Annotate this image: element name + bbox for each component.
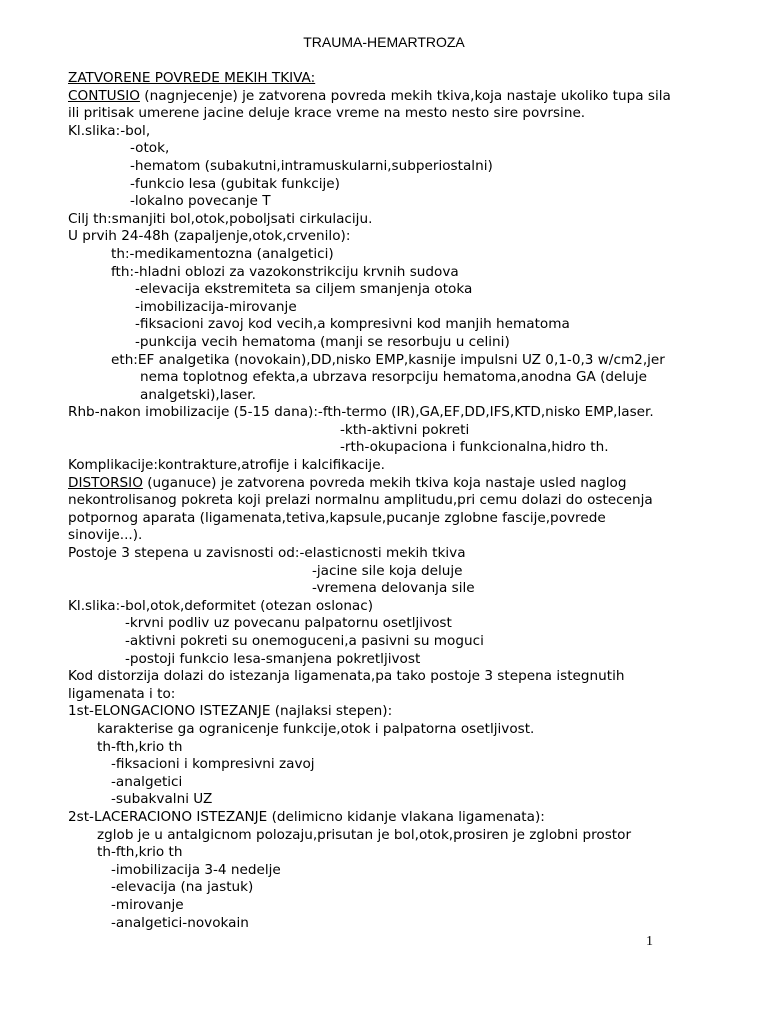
text-line <box>68 70 758 88</box>
text-line: karakterise ga ogranicenje funkcije,otok i palpatorna osetljivost. <box>97 720 535 737</box>
text-line: CONTUSIO (nagnjecenje) je zatvorena povreda mekih tkiva,koja nastaje ukoliko tupa sila <box>68 87 671 104</box>
text-line: -analgetici <box>111 773 183 790</box>
text-line: -postoji funkcio lesa-smanjena pokretljivost <box>125 650 421 667</box>
text-line: -rth-okupaciona i funkcionalna,hidro th. <box>340 439 609 456</box>
text-line: Kl.slika:-bol,otok,deformitet (otezan oslonac) <box>68 597 374 614</box>
text-line: -analgetici-novokain <box>111 914 249 931</box>
text-line: -imobilizacija 3-4 nedelje <box>111 861 281 878</box>
page-number: 1 <box>646 934 653 949</box>
text-line: -punkcija vecih hematoma (manji se resorbuju u celini) <box>135 333 510 350</box>
text-line: Cilj th:smanjiti bol,otok,poboljsati cirkulaciju. <box>68 210 373 227</box>
text-line: fth:-hladni oblozi za vazokonstrikciju krvnih sudova <box>111 263 459 280</box>
text-line: Rhb-nakon imobilizacije (5-15 dana):-fth-termo (IR),GA,EF,DD,IFS,KTD,nisko EMP,laser. <box>68 404 654 421</box>
text-line: -elevacija (na jastuk) <box>111 879 254 896</box>
text-line: -subakvalni UZ <box>111 791 213 808</box>
text-line: Postoje 3 stepena u zavisnosti od:-elasticnosti mekih tkiva <box>68 545 466 562</box>
text-line: 1st-ELONGACIONO ISTEZANJE (najlaksi stepen): <box>68 703 393 720</box>
text-line: -fiksacioni zavoj kod vecih,a kompresivni kod manjih hematoma <box>135 316 570 333</box>
text-line: ili pritisak umerene jacine deluje krace vreme na mesto nesto sire povrsine. <box>68 105 586 122</box>
text-line: -kth-aktivni pokreti <box>340 421 470 438</box>
text-line: -elevacija ekstremiteta sa ciljem smanjenja otoka <box>135 281 473 298</box>
text-line: analgetski),laser. <box>140 386 256 403</box>
text-line: Kl.slika:-bol, <box>68 122 151 139</box>
text-line: eth:EF analgetika (novokain),DD,nisko EMP,kasnije impulsni UZ 0,1-0,3 w/cm2,jer <box>111 351 665 368</box>
text-line: -funkcio lesa (gubitak funkcije) <box>130 175 340 192</box>
text-line: U prvih 24-48h (zapaljenje,otok,crvenilo): <box>68 228 351 245</box>
text-line: Kod distorzija dolazi do istezanja ligamenata,pa tako postoje 3 stepena istegnutih <box>68 668 625 685</box>
text-line: -jacine sile koja deluje <box>312 562 463 579</box>
text-line: sinovije...). <box>68 527 143 544</box>
text-line: -krvni podliv uz povecanu palpatornu osetljivost <box>125 615 452 632</box>
section-heading: ZATVORENE POVREDE MEKIH TKIVA: <box>68 70 316 86</box>
text-line: -lokalno povecanje T <box>130 193 271 210</box>
text-line: -vremena delovanja sile <box>312 580 475 597</box>
text-line: 2st-LACERACIONO ISTEZANJE (delimicno kidanje vlakana ligamenata): <box>68 808 545 825</box>
text-line: Komplikacije:kontrakture,atrofije i kalcifikacije. <box>68 457 385 474</box>
text-line: th-fth,krio th <box>97 738 183 755</box>
text-line: nema toplotnog efekta,a ubrzava resorpciju hematoma,anodna GA (deluje <box>140 369 647 386</box>
term-heading: CONTUSIO <box>68 87 140 104</box>
text-line: -hematom (subakutni,intramuskularni,subperiostalni) <box>130 157 493 174</box>
text-line: -fiksacioni i kompresivni zavoj <box>111 756 315 773</box>
text-line: -otok, <box>130 140 170 157</box>
text-line: -aktivni pokreti su onemoguceni,a pasivni su moguci <box>125 633 484 649</box>
term-heading: DISTORSIO <box>68 474 143 491</box>
text-line: -mirovanje <box>111 896 184 913</box>
text-line: DISTORSIO (uganuce) je zatvorena povreda mekih tkiva koja nastaje usled naglog <box>68 474 627 491</box>
text-line: ligamenata i to: <box>68 685 176 702</box>
text-line: -imobilizacija-mirovanje <box>135 298 297 315</box>
document-body <box>68 70 758 932</box>
text-line: th:-medikamentozna (analgetici) <box>111 245 334 262</box>
text-line: zglob je u antalgicnom polozaju,prisutan je bol,otok,prosiren je zglobni prostor <box>97 826 632 843</box>
document-title: TRAUMA-HEMARTROZA <box>303 34 465 50</box>
text-line: potpornog aparata (ligamenata,tetiva,kapsule,pucanje zglobne fascije,povrede <box>68 509 606 526</box>
text-line: th-fth,krio th <box>97 844 183 861</box>
text-line: nekontrolisanog pokreta koji prelazi normalnu amplitudu,pri cemu dolazi do ostecenja <box>68 492 653 509</box>
